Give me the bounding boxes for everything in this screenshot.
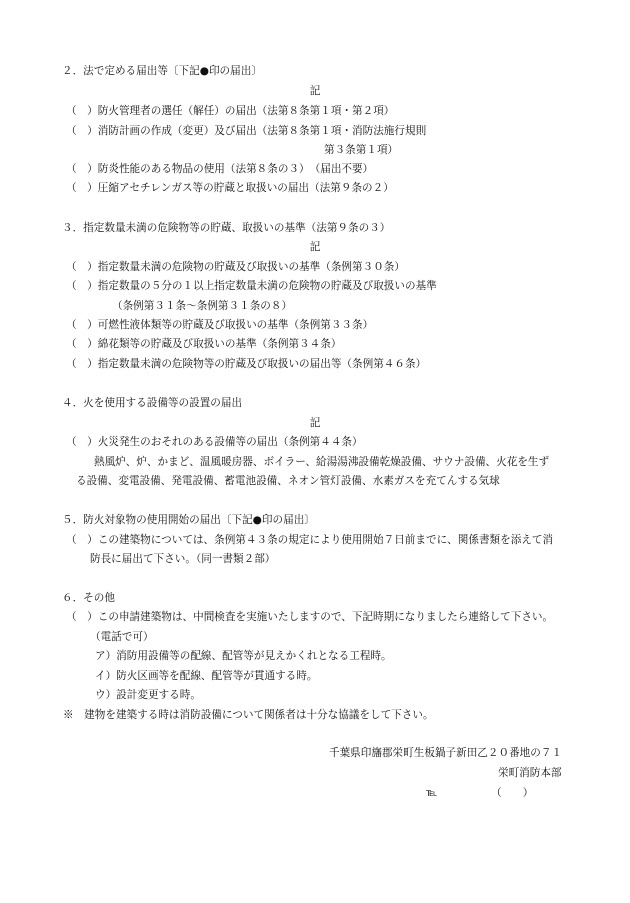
section-4-ki: 記 [309, 417, 321, 429]
list-item-detail: 熱風炉、炉、かまど、温風暖房器、ボイラー、給湯湯沸設備乾燥設備、サウナ設備、火花を生ず [94, 456, 550, 468]
section-6-heading: ６．その他 [62, 592, 115, 604]
list-subitem: ウ）設計変更する時。 [95, 689, 201, 701]
footer-tel-value: （ ） [491, 787, 534, 799]
list-item: （ ）防炎性能のある物品の使用（法第８条の３） （届出不要） [66, 163, 374, 175]
list-subitem: ア）消防用設備等の配線、配管等が見えかくれとなる工程時。 [95, 650, 392, 662]
footer-tel-label: ℡ [426, 787, 438, 799]
section-2-ki: 記 [309, 85, 321, 97]
list-item: （ ）この申請建築物は、中間検査を実施いたしますので、下記時期になりましたら連絡して下さい。 [66, 611, 554, 623]
list-item: （ ）指定数量の５分の１以上指定数量未満の危険物の貯蔵及び取扱いの基準 [66, 280, 437, 292]
list-item: （ ）防火管理者の選任（解任）の届出（法第８条第１項・第２項） [66, 105, 395, 117]
list-item-continuation: 防長に届出て下さい。（同一書類２部） [90, 553, 276, 565]
list-item-continuation: （条例第３１条～条例第３１条の８） [112, 300, 293, 312]
list-item: （ ）指定数量未満の危険物等の貯蔵及び取扱いの届出等（条例第４６条） [66, 358, 427, 370]
footer-office: 栄町消防本部 [498, 767, 562, 779]
list-item-continuation: （電話で可） [90, 631, 154, 643]
list-item: （ ）圧縮アセチレンガス等の貯蔵と取扱いの届出（法第９条の２） [66, 182, 394, 194]
footer-address: 千葉県印旛郡栄町生板鍋子新田乙２０番地の７１ [329, 747, 563, 759]
section-2-heading: ２．法で定める届出等〔下記●印の届出〕 [62, 65, 262, 77]
list-subitem: イ）防火区画等を配線、配管等が貫通する時。 [95, 670, 318, 682]
section-3-heading: ３．指定数量未満の危険物等の貯蔵、取扱いの基準（法第９条の３） [62, 222, 391, 234]
section-4-heading: ４．火を使用する設備等の設置の届出 [62, 397, 243, 409]
list-item: （ ）可燃性液体類等の貯蔵及び取扱いの基準（条例第３３条） [66, 319, 374, 331]
note: ※ 建物を建築する時は消防設備について関係者は十分な協議をして下さい。 [63, 709, 434, 721]
list-item: （ ）火災発生のおそれのある設備等の届出（条例第４４条） [66, 436, 363, 448]
list-item-continuation: 第３条第１項） [324, 144, 399, 156]
section-3-ki: 記 [309, 241, 321, 253]
list-item: （ ）消防計画の作成（変更）及び届出（法第８条第１項・消防法施行規則 [66, 125, 427, 137]
list-item-detail: る設備、変電設備、発電設備、蓄電池設備、ネオン管灯設備、水素ガスを充てんする気球 [76, 475, 500, 487]
list-item: （ ）この建築物については、条例第４３条の規定により使用開始７日前までに、関係書類を添えて消 [66, 534, 554, 546]
list-item: （ ）綿花類等の貯蔵及び取扱いの基準（条例第３４条） [66, 338, 342, 350]
list-item: （ ）指定数量未満の危険物の貯蔵及び取扱いの基準（条例第３０条） [66, 261, 405, 273]
section-5-heading: ５．防火対象物の使用開始の届出〔下記●印の届出〕 [62, 514, 315, 526]
